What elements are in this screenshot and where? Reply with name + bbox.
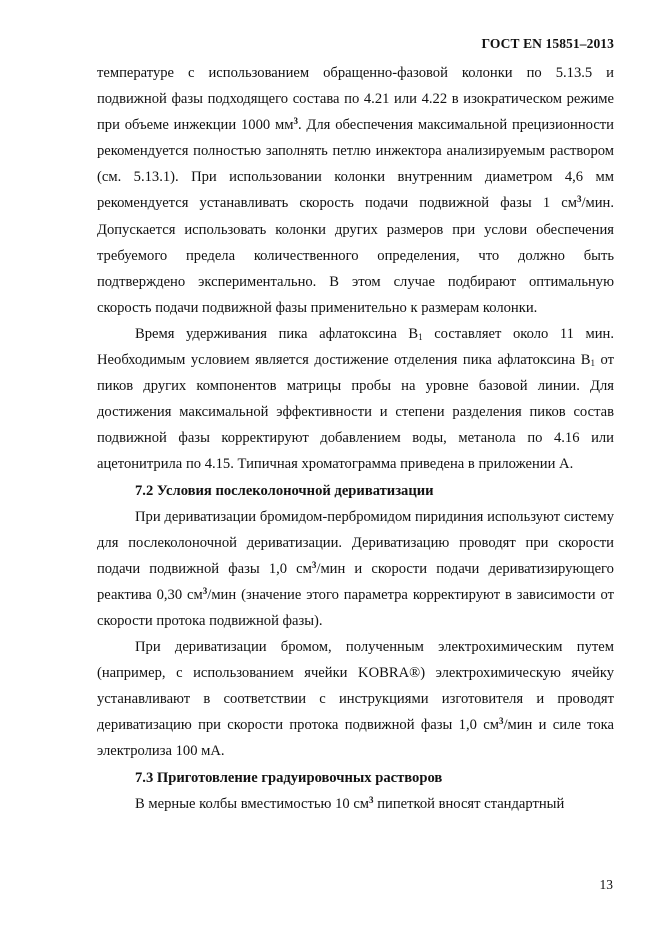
standard-header: ГОСТ EN 15851–2013 bbox=[481, 36, 614, 51]
text-fragment: /мин (значение этого параметра корректируют в зависимости от скорости протока подвижной фазы). bbox=[97, 586, 614, 629]
text-fragment: Время удерживания пика афлатоксина B bbox=[135, 325, 419, 342]
section-heading-7-3: 7.3 Приготовление градуировочных растворов bbox=[135, 769, 443, 786]
document-body bbox=[97, 60, 614, 817]
paragraph-hplc-conditions bbox=[97, 60, 614, 321]
text-fragment: /мин. Допускается использовать колонки других размеров при услови обеспечения требуемого предела количественного определения, что должно быть подтверждено экспериментально. В этом случае подбирают оптимальную скорость подачи подвижной фазы применительно к размерам колонки. bbox=[97, 195, 614, 316]
paragraph-pyridinium-derivatization bbox=[97, 504, 614, 634]
text-fragment: . Для обеспечения максимальной прецизионности рекомендуется полностью заполнять петлю инжектора анализируемым раствором (см. 5.13.1). При использовании колонки внутренним диаметром 4,6 мм рекомендуется устанавливать скорость подачи подвижной фазы 1 см bbox=[97, 117, 614, 212]
superscript: 3 bbox=[202, 585, 208, 596]
paragraph-electrochemical-derivatization bbox=[97, 634, 614, 764]
text-fragment: от пиков других компонентов матрицы пробы на уровне базовой линии. Для достижения максимальной эффективности и степени разделения пиков состав подвижной фазы корректируют добавлением воды, метанола по 4.16 или ацетонитрила по 4.15. Типичная хроматограмма приведена в приложении А. bbox=[97, 352, 614, 473]
subscript: 1 bbox=[590, 358, 595, 369]
superscript: 3 bbox=[498, 716, 504, 727]
superscript: 3 bbox=[576, 194, 582, 205]
text-fragment: В мерные колбы вместимостью 10 см bbox=[135, 795, 370, 812]
text-fragment: пипеткой вносят стандартный bbox=[373, 795, 565, 812]
subscript: 1 bbox=[418, 331, 423, 342]
paragraph-calibration-solutions bbox=[97, 791, 614, 817]
text-fragment: При дериватизации бромидом-пербромидом пиридиния используют систему для послеколоночной дериватизации. Дериватизацию проводят при скорости подачи подвижной фазы 1,0 см bbox=[97, 508, 614, 577]
section-heading-7-2: 7.2 Условия послеколоночной дериватизации bbox=[135, 482, 434, 499]
superscript: 3 bbox=[369, 794, 374, 805]
superscript: 3 bbox=[293, 116, 298, 127]
text-fragment: При дериватизации бромом, полученным электрохимическим путем (например, с использованием ячейки KOBRA®) электрохимическую ячейку устанавливают в соответствии с инструкциями изготовителя и проводят дериватизацию при скорости протока подвижной фазы 1,0 см bbox=[97, 639, 614, 734]
text-fragment: /мин и силе тока электролиза 100 мА. bbox=[97, 717, 614, 760]
paragraph-retention-time bbox=[97, 321, 614, 478]
text-fragment: температуре с использованием обращенно-фазовой колонки по 5.13.5 и подвижной фазы подходящего состава по 4.21 или 4.22 в изократическом режиме при объеме инжекции 1000 мм bbox=[97, 65, 614, 134]
page-number: 13 bbox=[599, 877, 613, 892]
text-fragment: составляет около 11 мин. Необходимым условием является достижение отделения пика афлатоксина B bbox=[97, 325, 614, 369]
superscript: 3 bbox=[311, 559, 317, 570]
text-fragment: /мин и скорости подачи дериватизирующего реактива 0,30 см bbox=[97, 560, 614, 603]
